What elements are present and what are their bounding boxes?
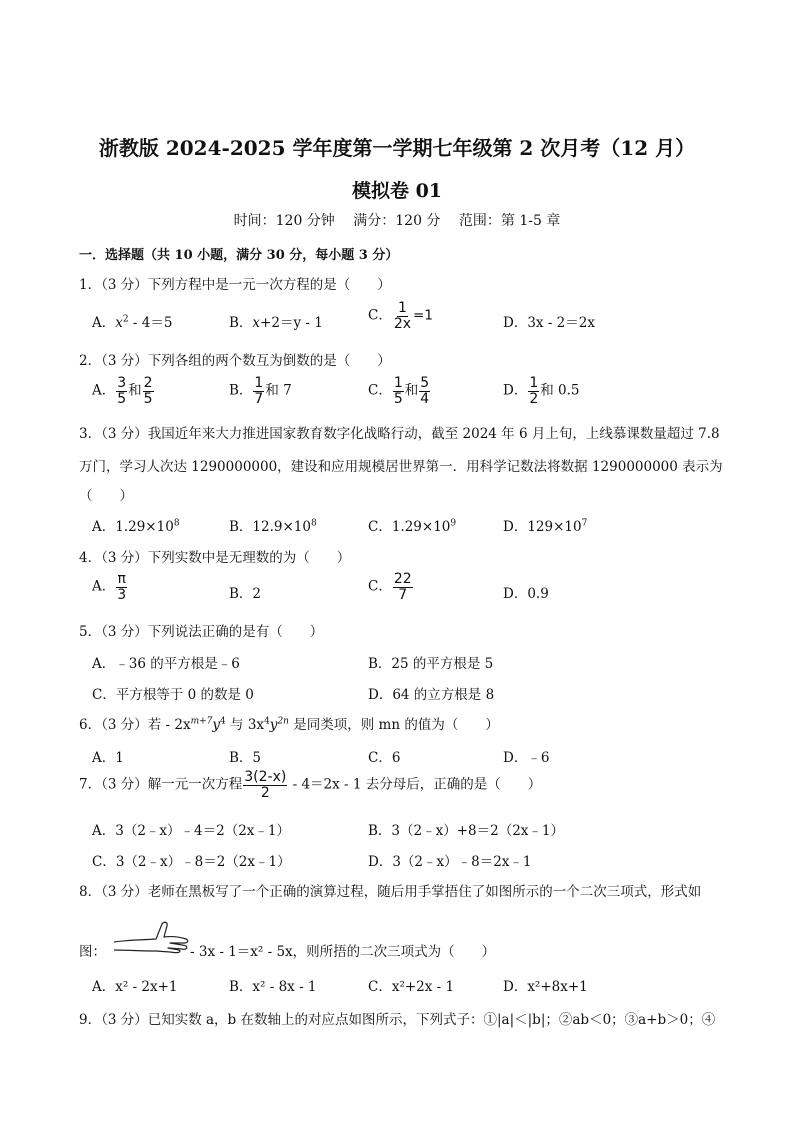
page-subtitle: 模拟卷 01 bbox=[351, 180, 443, 202]
q1-option-d: D．3x - 2＝2x bbox=[503, 315, 595, 331]
q5-option-a: A．﹣36 的平方根是﹣6 bbox=[92, 656, 240, 672]
question-4-stem: 4．（3 分）下列实数中是无理数的为（ ） bbox=[79, 550, 351, 566]
fraction: $\frac{1}{2x}$ bbox=[393, 300, 412, 332]
q4-option-a: A． $\frac{\pi}{3}$ bbox=[92, 571, 127, 603]
fraction: $\frac{3(2-x)}{2}$ bbox=[244, 769, 287, 801]
question-3-line-3: （ ） bbox=[79, 488, 133, 504]
q7-option-a: A．3（2﹣x）﹣4＝2（2x﹣1） bbox=[92, 823, 291, 839]
q6-option-b: B．5 bbox=[229, 750, 262, 766]
q4-option-b: B．2 bbox=[229, 586, 262, 602]
hand-icon bbox=[112, 918, 190, 954]
q3-option-d: D．$129\times 10^7$ bbox=[503, 518, 588, 535]
page-title: 浙教版 2024-2025 学年度第一学期七年级第 2 次月考（12 月） bbox=[98, 136, 696, 160]
q6-option-d: D．﹣6 bbox=[503, 750, 550, 766]
q7-option-c: C．3（2﹣x）﹣8＝2（2x﹣1） bbox=[92, 854, 291, 870]
question-9-line-1: 9．（3 分）已知实数 a，b 在数轴上的对应点如图所示，下列式子：①|a|＜|b|；②ab＜0；③a+b＞0；④ bbox=[79, 1012, 716, 1028]
q3-option-b: B．$12.9\times 10^8$ bbox=[229, 518, 317, 535]
q8-option-c: C．x²+2x - 1 bbox=[368, 979, 455, 995]
q2-option-b: B． $\frac{1}{7}$ 和 7 bbox=[229, 375, 292, 407]
question-6-stem: 6．（3 分）若 - $2x^{m+7}y^4$ 与 $3x^4y^{2n}$ 是同类项，则 mn 的值为（ ） bbox=[79, 716, 499, 733]
q4-option-c: C． $\frac{22}{7}$ bbox=[368, 571, 412, 603]
question-8-line-2-pre: 图： bbox=[79, 944, 106, 960]
q7-option-d: D．3（2﹣x）﹣8＝2x﹣1 bbox=[368, 854, 532, 870]
q5-option-d: D．64 的立方根是 8 bbox=[368, 687, 495, 703]
q6-option-c: C．6 bbox=[368, 750, 401, 766]
q1-option-b: B．x+2＝y - 1 bbox=[229, 315, 323, 331]
question-7-stem: 7．（3 分）解一元一次方程 $\frac{3(2-x)}{2}$ - 4＝2x - 1 去分母后，正确的是（ ） bbox=[79, 769, 542, 801]
q8-option-b: B．x² - 8x - 1 bbox=[229, 979, 317, 995]
q8-option-a: A．x² - 2x+1 bbox=[92, 979, 178, 995]
question-1-stem: 1．（3 分）下列方程中是一元一次方程的是（ ） bbox=[79, 277, 391, 293]
q5-option-c: C．平方根等于 0 的数是 0 bbox=[92, 687, 254, 703]
q8-option-d: D．x²+8x+1 bbox=[503, 979, 588, 995]
q1-option-a: A．$x^2 - 4=5$ bbox=[92, 314, 173, 331]
question-8-line-2-post: - 3x - 1＝x² - 5x，则所捂的二次三项式为（ ） bbox=[190, 944, 496, 960]
q5-option-b: B．25 的平方根是 5 bbox=[368, 656, 494, 672]
question-3-line-2: 万门，学习人次达 1290000000，建设和应用规模居世界第一．用科学记数法将数据 1290000000 表示为 bbox=[79, 459, 723, 475]
question-2-stem: 2．（3 分）下列各组的两个数互为倒数的是（ ） bbox=[79, 353, 391, 369]
q6-option-a: A．1 bbox=[92, 750, 124, 766]
q7-option-b: B．3（2﹣x）+8＝2（2x﹣1） bbox=[368, 823, 564, 839]
q2-option-d: D． $\frac{1}{2}$ 和 0.5 bbox=[503, 375, 580, 407]
question-8-line-1: 8．（3 分）老师在黑板写了一个正确的演算过程，随后用手掌捂住了如图所示的一个二次三项式，形式如 bbox=[79, 884, 702, 900]
q2-option-a: A． $\frac{3}{5}$ 和 $\frac{2}{5}$ bbox=[92, 375, 153, 407]
q3-option-c: C．$1.29\times 10^9$ bbox=[368, 518, 457, 535]
section-heading: 一．选择题（共 10 小题，满分 30 分，每小题 3 分） bbox=[79, 248, 399, 263]
question-3-line-1: 3．（3 分）我国近年来大力推进国家教育数字化战略行动，截至 2024 年 6 月上旬，上线慕课数量超过 7.8 bbox=[79, 426, 720, 442]
q1-option-c: C． $\frac{1}{2x}$ =1 bbox=[368, 300, 433, 332]
exam-info: 时间：120 分钟 满分：120 分 范围：第 1-5 章 bbox=[233, 213, 561, 229]
q3-option-a: A．$1.29\times 10^8$ bbox=[92, 518, 180, 535]
q4-option-d: D．0.9 bbox=[503, 586, 549, 602]
question-5-stem: 5．（3 分）下列说法正确的是有（ ） bbox=[79, 624, 324, 640]
q2-option-c: C． $\frac{1}{5}$ 和 $\frac{5}{4}$ bbox=[368, 375, 430, 407]
